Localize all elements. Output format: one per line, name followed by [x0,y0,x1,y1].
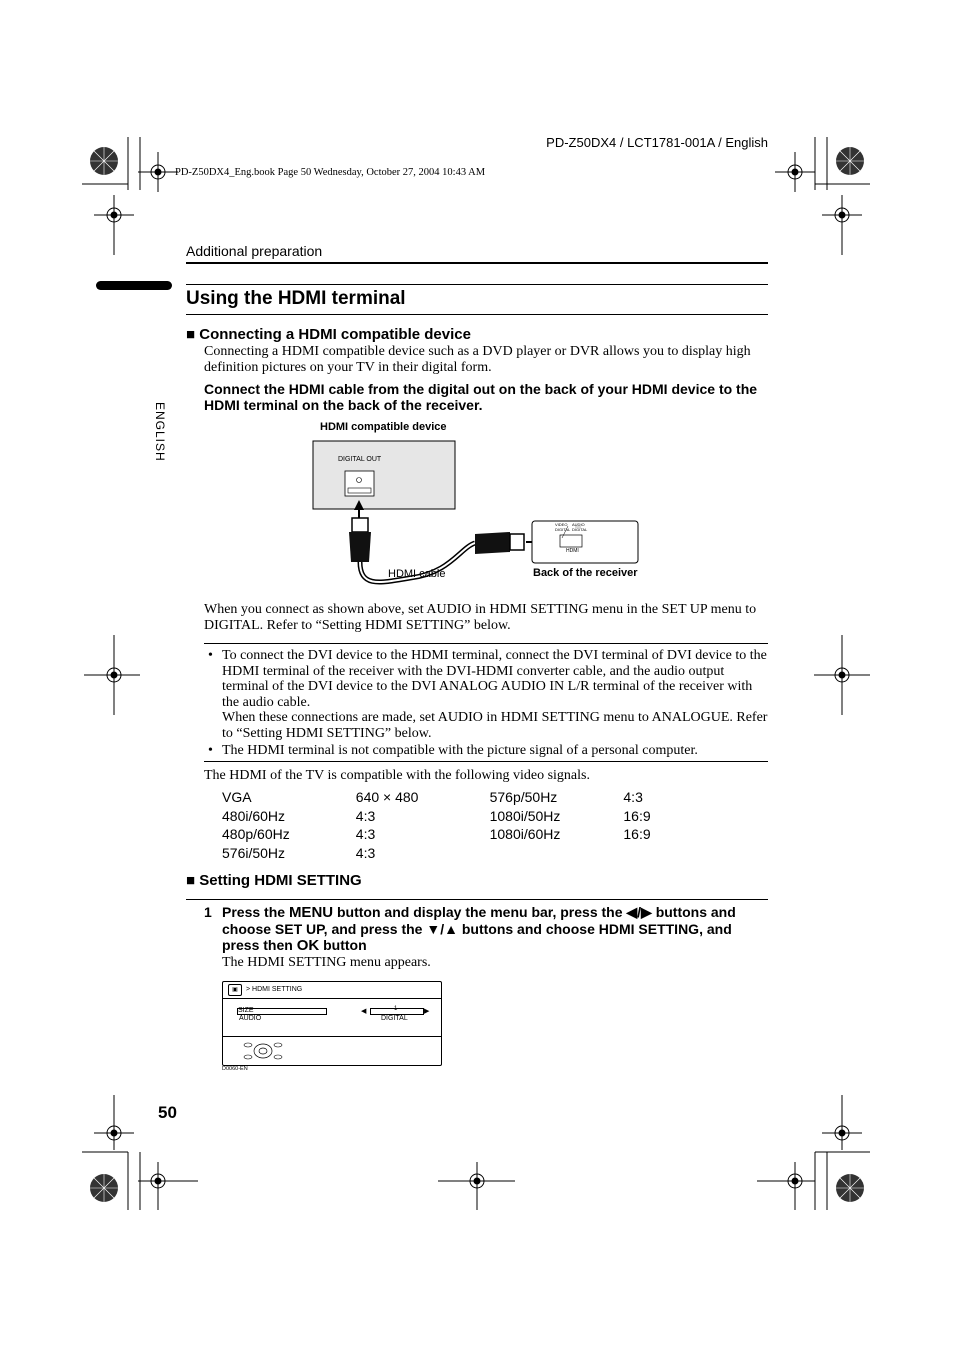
device-label: HDMI compatible device [320,421,447,433]
table-cell: 4:3 [355,807,376,824]
screen-code: D0060-EN [222,1066,248,1072]
table-cell: 4:3 [623,789,643,805]
left-arrow-icon: ◀ [361,1008,367,1015]
audio-value: DIGITAL [381,1015,408,1022]
book-line: PD-Z50DX4_Eng.book Page 50 Wednesday, October 27, 2004 10:43 AM [175,167,486,178]
setting-heading [186,872,362,889]
table-cell: 576i/50Hz [222,844,286,861]
port-video-label: VIDEO DIGITAL [555,522,571,532]
table-cell: 480p/60Hz [222,826,290,842]
note-item [204,648,768,741]
after-diagram-text: When you connect as shown above, set AUDIO in HDMI SETTING menu in the SET UP menu to DIGITAL. Refer to “Setting HDMI SETTING” below. [204,602,757,633]
table-cell: 576p/50Hz [489,789,558,805]
screen-header [223,982,441,999]
menu-icon: ▣ [228,984,242,996]
table-cell: 4:3 [355,844,376,861]
title-rule-bottom [186,314,768,315]
connect-instruction: Connect the HDMI cable from the digital out on the back of your HDMI device to the HDMI terminal on the back of the receiver. [204,381,758,413]
screen-breadcrumb: > HDMI SETTING [246,986,303,993]
digital-out-label: DIGITAL OUT [338,456,382,463]
remote-keys-icon [243,1040,283,1062]
notes-rule-bottom [204,761,768,762]
size-label: SIZE [238,1007,254,1014]
title-rule-top [186,284,768,285]
step-text: button and display the menu bar, press the ◀/▶ buttons and choose SET UP, and press the ▼/▲ buttons and choose HDMI SETTING, and press then [222,904,736,953]
note-item [204,743,768,759]
setting-rule [186,899,768,900]
section-rule [186,262,768,264]
table-cell: 4:3 [355,826,376,842]
chapter-tab [96,281,172,290]
page-title: Using the HDMI terminal [186,288,406,309]
table-row [222,845,682,864]
device-box [313,441,455,509]
step-text: Press the [222,904,289,920]
cable-label: HDMI cable [388,568,446,580]
step-text: button [319,937,367,953]
connect-intro: Connecting a HDMI compatible device such as a DVD player or DVR allows you to display high definition pictures on your TV in their digital form. [204,344,751,375]
audio-label: AUDIO [239,1015,262,1022]
right-arrow-icon: ▶ [424,1008,430,1015]
model-line: PD-Z50DX4 / LCT1781-001A / English [546,135,768,150]
table-cell: 16:9 [623,807,651,824]
video-signal-table [222,789,682,863]
note-text: To connect the DVI device to the HDMI terminal, connect the DVI terminal of DVI device to the HDMI terminal of the receiver with the DVI-HDMI converter cable, and the audio output terminal of the DVI device to the DVI ANALOG AUDIO IN L/R terminal of the receiver with the audio cable. [222,648,767,710]
note-text: When these connections are made, set AUDIO in HDMI SETTING menu to ANALOGUE. Refer to “Setting HDMI SETTING” below. [222,710,768,741]
compat-intro: The HDMI of the TV is compatible with the following video signals. [204,768,590,783]
table-cell: 480i/60Hz [222,807,286,824]
hdmi-plug-icon [349,532,371,562]
connect-heading-text: Connecting a HDMI compatible device [199,326,471,343]
connect-heading [186,326,471,343]
port-audio-label: AUDIO DIGITAL [572,522,588,532]
table-cell [623,845,682,864]
port-hdmi-label: HDMI [566,548,579,554]
step-number: 1 [204,904,212,920]
table-cell: 640 × 480 [355,789,419,805]
side-language-label: ENGLISH [153,402,167,462]
table-cell [490,845,624,864]
notes-list [204,648,768,759]
note-text: The HDMI terminal is not compatible with the picture signal of a personal computer. [222,743,698,758]
size-value: 1 [394,1006,398,1012]
hdmi-setting-screen [222,981,442,1066]
section-label: Additional preparation [186,243,323,259]
table-cell: 1080i/60Hz [489,826,561,842]
menu-appears-text: The HDMI SETTING menu appears. [222,955,431,970]
square-bullet-icon: ■ [186,872,196,889]
page-number: 50 [158,1103,177,1122]
digital-out-port [345,471,374,496]
menu-button-icon: MENU [288,904,334,921]
receiver-label: Back of the receiver [533,567,638,579]
table-cell: 16:9 [623,826,651,842]
ok-button-icon: OK [296,937,320,954]
setting-heading-text: Setting HDMI SETTING [199,872,362,889]
table-cell: 1080i/50Hz [489,807,561,824]
table-row [222,789,682,808]
notes-rule-top [204,643,768,644]
table-row [222,808,682,827]
screen-footer-rule [223,1036,441,1037]
square-bullet-icon: ■ [186,326,196,343]
table-cell: VGA [222,789,252,805]
step-instruction [222,904,770,954]
table-row [222,826,682,845]
